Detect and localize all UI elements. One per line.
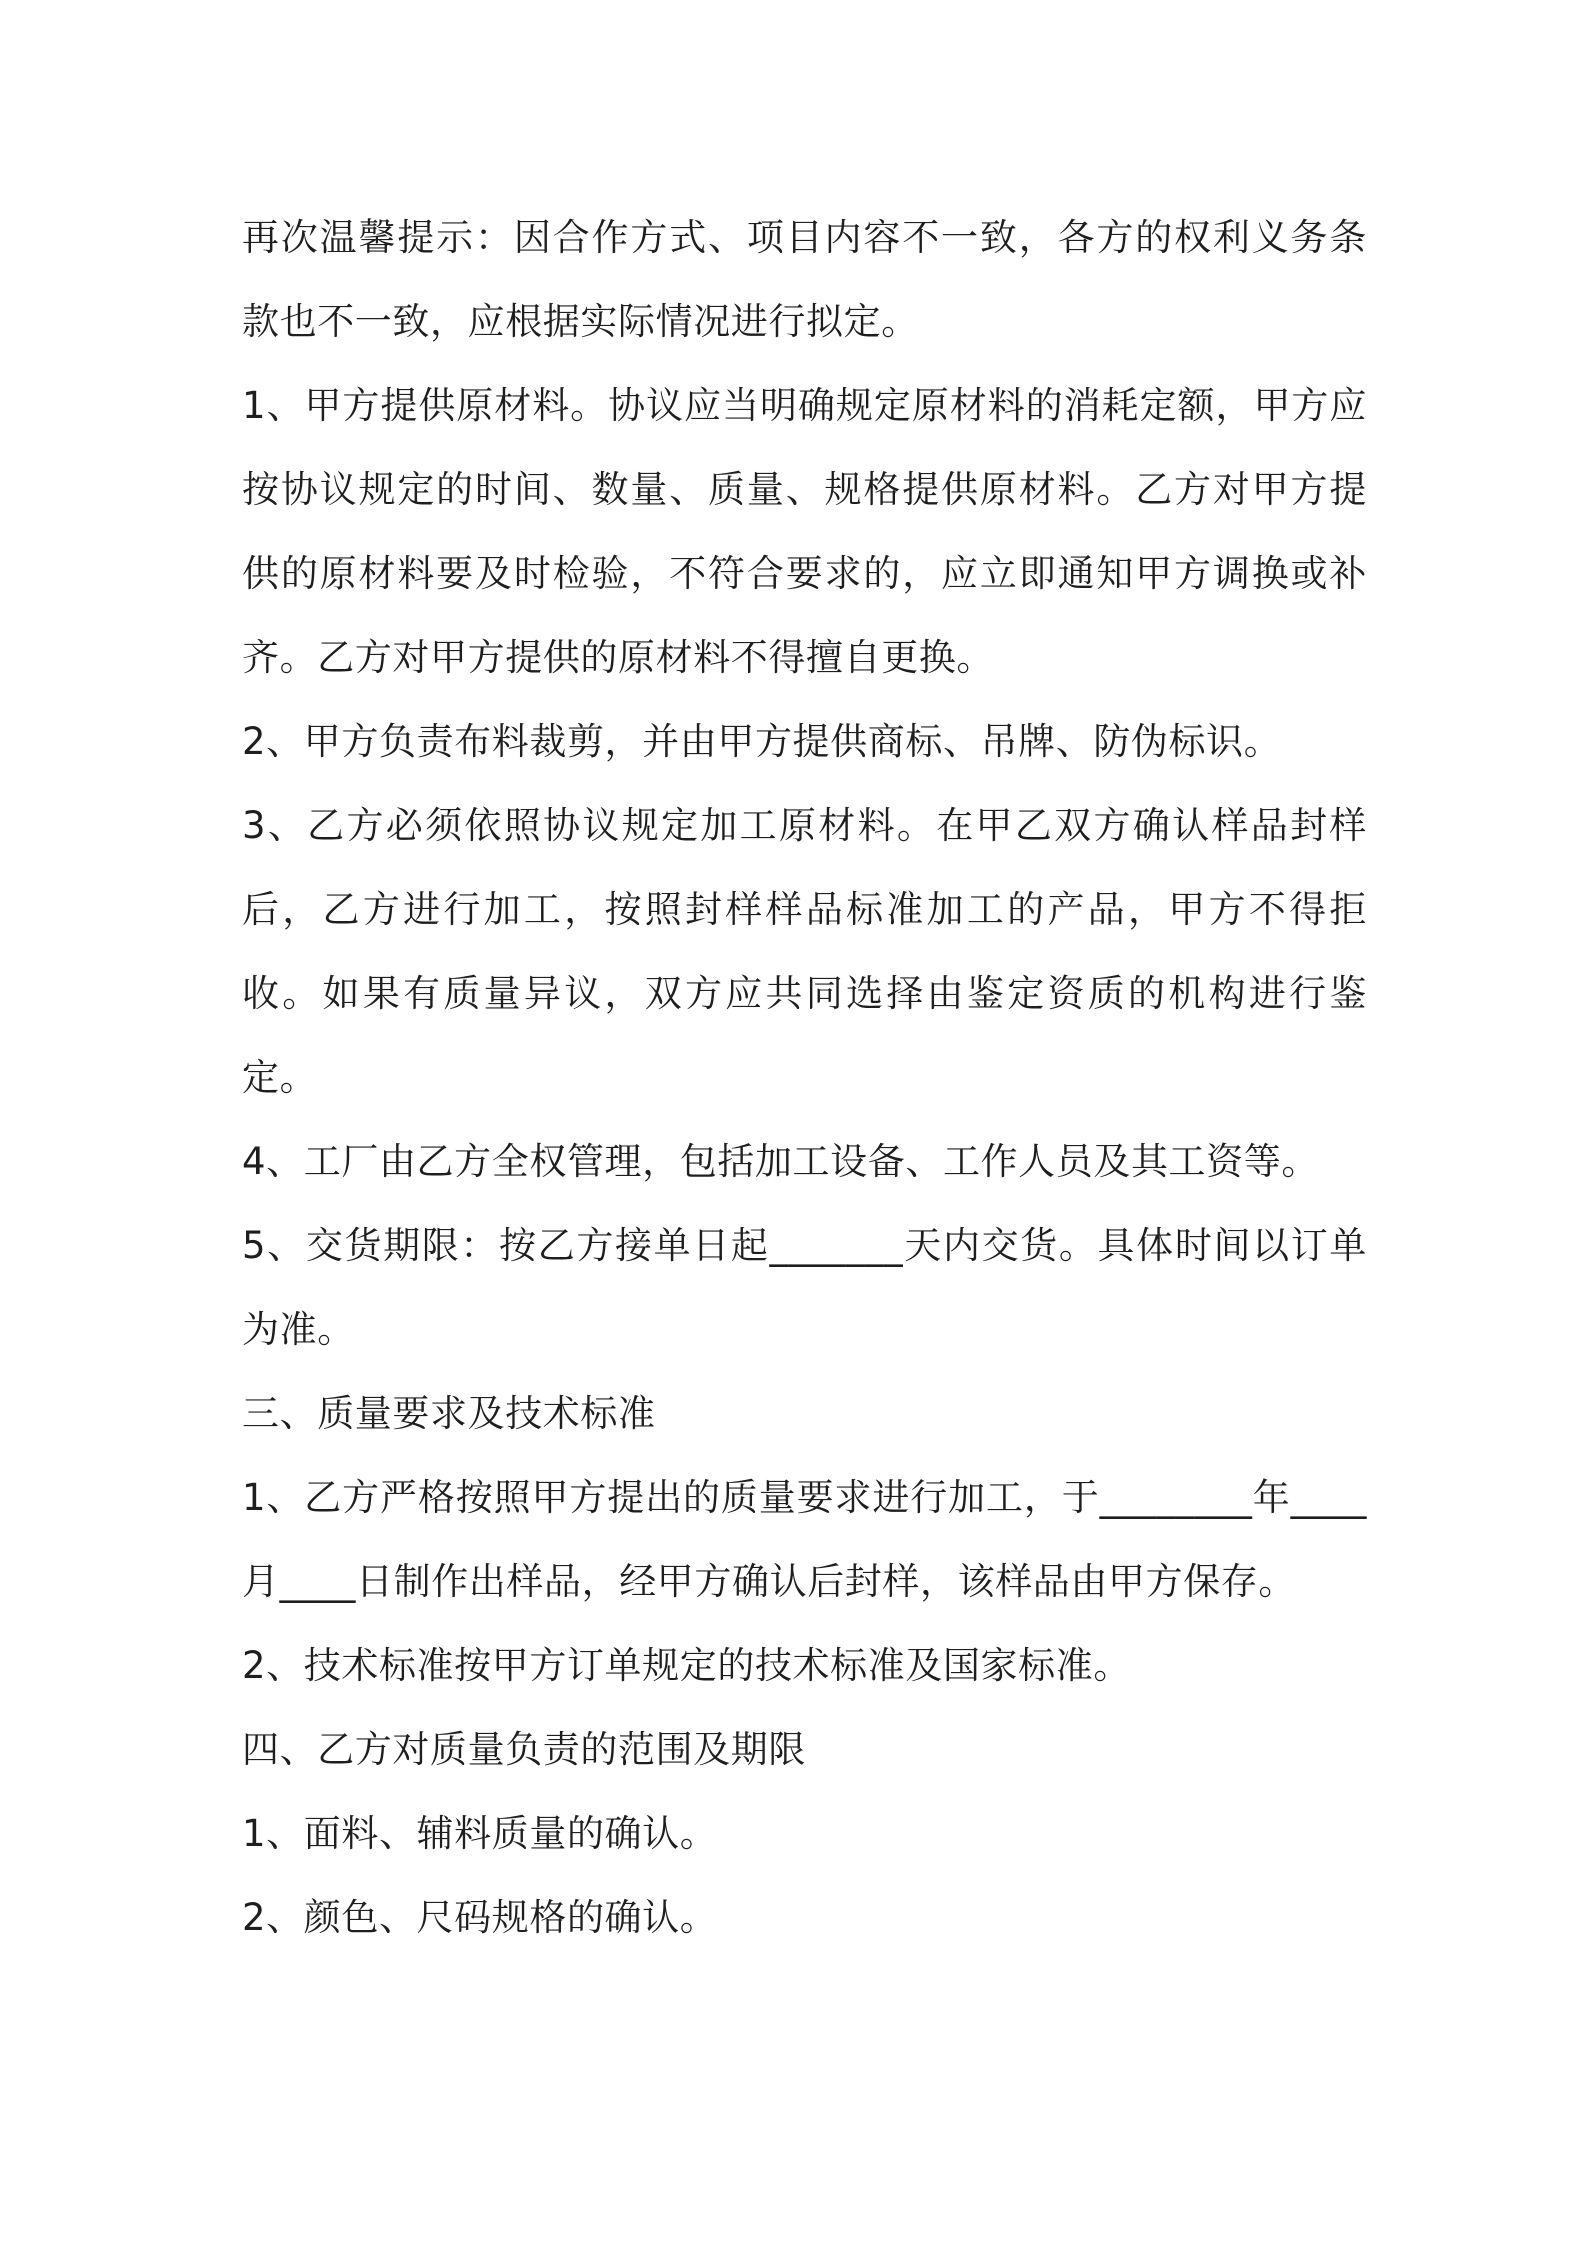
clause-3-processing: 3、乙方必须依照协议规定加工原材料。在甲乙双方确认样品封样后，乙方进行加工，按照封样样品标准加工的产品，甲方不得拒收。如果有质量异议，双方应共同选择由鉴定资质的机构进行鉴定。 xyxy=(242,804,1367,1099)
quality-clause-2-technical-standards: 2、技术标准按甲方订单规定的技术标准及国家标准。 xyxy=(242,1644,1131,1687)
responsibility-clause-2-colors-sizes: 2、颜色、尺码规格的确认。 xyxy=(242,1896,718,1939)
document-body xyxy=(242,196,1367,1960)
quality-clause-1-samples: 1、乙方严格按照甲方提出的质量要求进行加工，于________年____月____日制作出样品，经甲方确认后封样，该样品由甲方保存。 xyxy=(242,1476,1367,1603)
reminder-paragraph: 再次温馨提示：因合作方式、项目内容不一致，各方的权利义务条款也不一致，应根据实际情况进行拟定。 xyxy=(242,216,1367,343)
clause-2-fabric-cutting: 2、甲方负责布料裁剪，并由甲方提供商标、吊牌、防伪标识。 xyxy=(242,720,1282,763)
clause-4-factory-management: 4、工厂由乙方全权管理，包括加工设备、工作人员及其工资等。 xyxy=(242,1140,1319,1183)
responsibility-clause-1-materials: 1、面料、辅料质量的确认。 xyxy=(242,1812,718,1855)
clause-1-raw-materials: 1、甲方提供原材料。协议应当明确规定原材料的消耗定额，甲方应按协议规定的时间、数量、质量、规格提供原材料。乙方对甲方提供的原材料要及时检验，不符合要求的，应立即通知甲方调换或补齐。乙方对甲方提供的原材料不得擅自更换。 xyxy=(242,384,1367,679)
clause-5-delivery-period: 5、交货期限：按乙方接单日起_______天内交货。具体时间以订单为准。 xyxy=(242,1224,1367,1351)
section-heading-quality-responsibility: 四、乙方对质量负责的范围及期限 xyxy=(242,1728,806,1771)
section-heading-quality-standards: 三、质量要求及技术标准 xyxy=(242,1392,656,1435)
